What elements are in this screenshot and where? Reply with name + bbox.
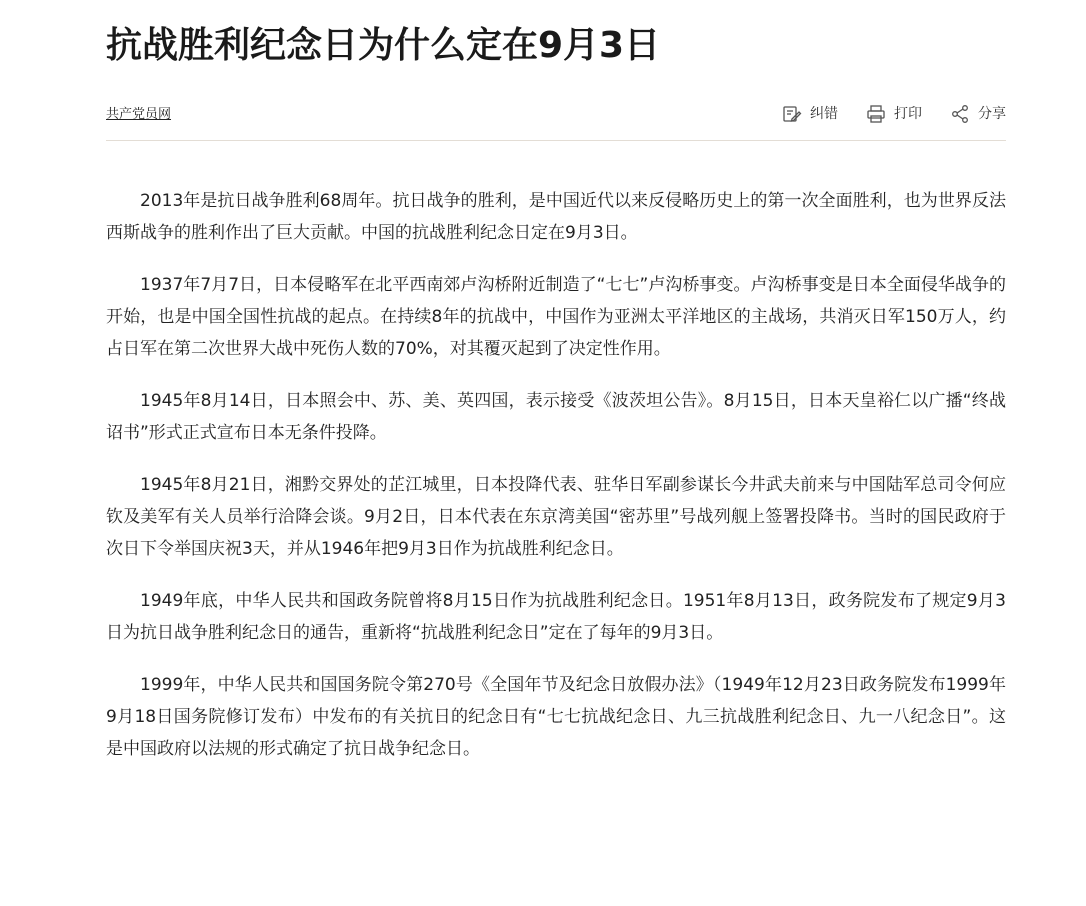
article	[106, 0, 1006, 785]
correct-label: 纠错	[810, 106, 838, 122]
paragraph: 1949年底，中华人民共和国政务院曾将8月15日作为抗战胜利纪念日。1951年8月13日，政务院发布了规定9月3日为抗日战争胜利纪念日的通告，重新将“抗战胜利纪念日”定在了每年的9月3日。	[106, 591, 1006, 643]
article-meta-bar	[106, 76, 1006, 141]
paragraph: 1937年7月7日，日本侵略军在北平西南郊卢沟桥附近制造了“七七”卢沟桥事变。卢沟桥事变是日本全面侵华战争的开始，也是中国全国性抗战的起点。在持续8年的抗战中，中国作为亚洲太平洋地区的主战场，共消灭日军150万人，约占日军在第二次世界大战中死伤人数的70%，对其覆灭起到了决定性作用。	[106, 275, 1006, 359]
article-tools	[754, 100, 1006, 128]
paragraph: 1999年，中华人民共和国国务院令第270号《全国年节及纪念日放假办法》（1949年12月23日政务院发布1999年9月18日国务院修订发布）中发布的有关抗日的纪念日有“七七抗战纪念日、九三抗战胜利纪念日、九一八纪念日”。这是中国政府以法规的形式确定了抗日战争纪念日。	[106, 675, 1006, 759]
print-button[interactable]	[866, 104, 922, 124]
paragraph: 1945年8月14日，日本照会中、苏、美、英四国，表示接受《波茨坦公告》。8月15日，日本天皇裕仁以广播“终战诏书”形式正式宣布日本无条件投降。	[106, 391, 1006, 443]
share-icon	[950, 104, 970, 124]
edit-icon	[782, 104, 802, 124]
printer-icon	[866, 104, 886, 124]
article-title: 抗战胜利纪念日为什么定在9月3日	[106, 25, 661, 66]
paragraph: 1945年8月21日，湘黔交界处的芷江城里，日本投降代表、驻华日军副参谋长今井武夫前来与中国陆军总司令何应钦及美军有关人员举行洽降会谈。9月2日，日本代表在东京湾美国“密苏里”号战列舰上签署投降书。当时的国民政府于次日下令举国庆祝3天，并从1946年把9月3日作为抗战胜利纪念日。	[106, 475, 1006, 559]
share-label: 分享	[978, 106, 1006, 122]
article-body	[106, 141, 1006, 765]
print-label: 打印	[894, 106, 922, 122]
source-link[interactable]: 共产党员网	[106, 107, 172, 122]
paragraph: 2013年是抗日战争胜利68周年。抗日战争的胜利，是中国近代以来反侵略历史上的第一次全面胜利，也为世界反法西斯战争的胜利作出了巨大贡献。中国的抗战胜利纪念日定在9月3日。	[106, 191, 1006, 243]
correct-button[interactable]	[782, 104, 838, 124]
share-button[interactable]	[950, 104, 1006, 124]
